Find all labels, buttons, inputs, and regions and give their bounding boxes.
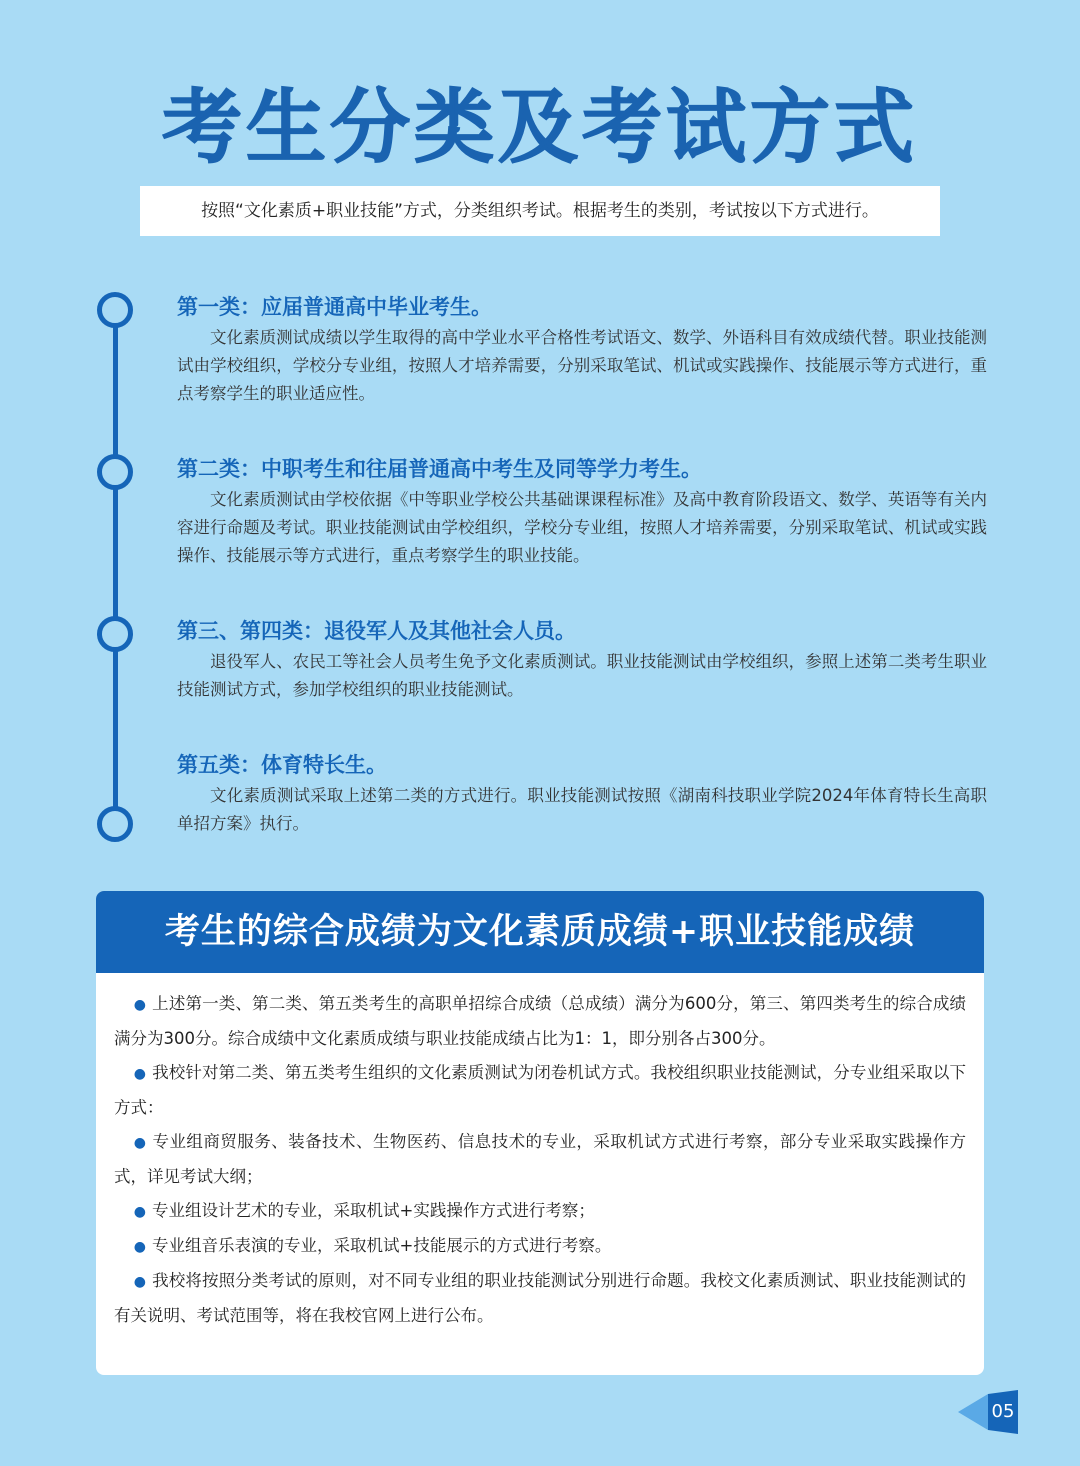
bullet-icon: ● [133, 1135, 147, 1151]
score-box-title: 考生的综合成绩为文化素质成绩+职业技能成绩 [96, 891, 984, 973]
timeline-node-icon [97, 616, 133, 652]
score-item: ● 专业组设计艺术的专业，采取机试+实践操作方式进行考察； [133, 1201, 595, 1220]
category-2 [177, 454, 987, 570]
category-body: 文化素质测试采取上述第二类的方式进行。职业技能测试按照《湖南科技职业学院2024年体育特长生高职单招方案》执行。 [177, 786, 987, 833]
timeline-node-icon [97, 292, 133, 328]
score-item: ● 我校将按照分类考试的原则，对不同专业组的职业技能测试分别进行命题。我校文化素质测试、职业技能测试的有关说明、考试范围等，将在我校官网上进行公布。 [114, 1271, 966, 1325]
category-body: 文化素质测试成绩以学生取得的高中学业水平合格性考试语文、数学、外语科目有效成绩代替。职业技能测试由学校组织，学校分专业组，按照人才培养需要，分别采取笔试、机试或实践操作、技能展示等方式进行，重点考察学生的职业适应性。 [177, 328, 987, 403]
category-body: 退役军人、农民工等社会人员考生免予文化素质测试。职业技能测试由学校组织，参照上述第二类考生职业技能测试方式，参加学校组织的职业技能测试。 [177, 652, 987, 699]
category-3-4 [177, 616, 987, 704]
bullet-icon: ● [133, 1274, 147, 1290]
category-title: 第五类：体育特长生。 [177, 753, 387, 777]
timeline-node-icon [97, 806, 133, 842]
bullet-icon: ● [133, 1204, 147, 1220]
category-title: 第三、第四类：退役军人及其他社会人员。 [177, 619, 576, 643]
bullet-icon: ● [133, 1239, 147, 1255]
score-item: ● 专业组商贸服务、装备技术、生物医药、信息技术的专业，采取机试方式进行考察，部分专业采取实践操作方式，详见考试大纲； [114, 1132, 967, 1186]
category-5 [177, 750, 987, 838]
score-box [96, 891, 984, 1375]
category-1 [177, 292, 987, 408]
timeline-line [113, 310, 118, 823]
bullet-icon: ● [133, 997, 147, 1013]
category-title: 第二类：中职考生和往届普通高中考生及同等学力考生。 [177, 457, 702, 481]
page-title: 考生分类及考试方式 [162, 81, 918, 174]
timeline-node-icon [97, 454, 133, 490]
bullet-icon: ● [133, 1066, 147, 1082]
score-item: ● 我校针对第二类、第五类考生组织的文化素质测试为闭卷机试方式。我校组织职业技能测试，分专业组采取以下方式： [114, 1063, 966, 1117]
page-number: 05 [991, 1401, 1015, 1422]
score-item: ● 上述第一类、第二类、第五类考生的高职单招综合成绩（总成绩）满分为600分，第三、第四类考生的综合成绩满分为300分。综合成绩中文化素质成绩与职业技能成绩占比为1：1，即分别各占300分。 [114, 994, 967, 1048]
score-item: ● 专业组音乐表演的专业，采取机试+技能展示的方式进行考察。 [133, 1236, 612, 1255]
category-body: 文化素质测试由学校依据《中等职业学校公共基础课课程标准》及高中教育阶段语文、数学、英语等有关内容进行命题及考试。职业技能测试由学校组织，学校分专业组，按照人才培养需要，分别采取笔试、机试或实践操作、技能展示等方式进行，重点考察学生的职业技能。 [177, 490, 987, 565]
category-title: 第一类：应届普通高中毕业考生。 [177, 295, 492, 319]
score-box-body [96, 973, 984, 1333]
intro-banner: 按照“文化素质+职业技能”方式，分类组织考试。根据考生的类别，考试按以下方式进行。 [140, 186, 940, 236]
